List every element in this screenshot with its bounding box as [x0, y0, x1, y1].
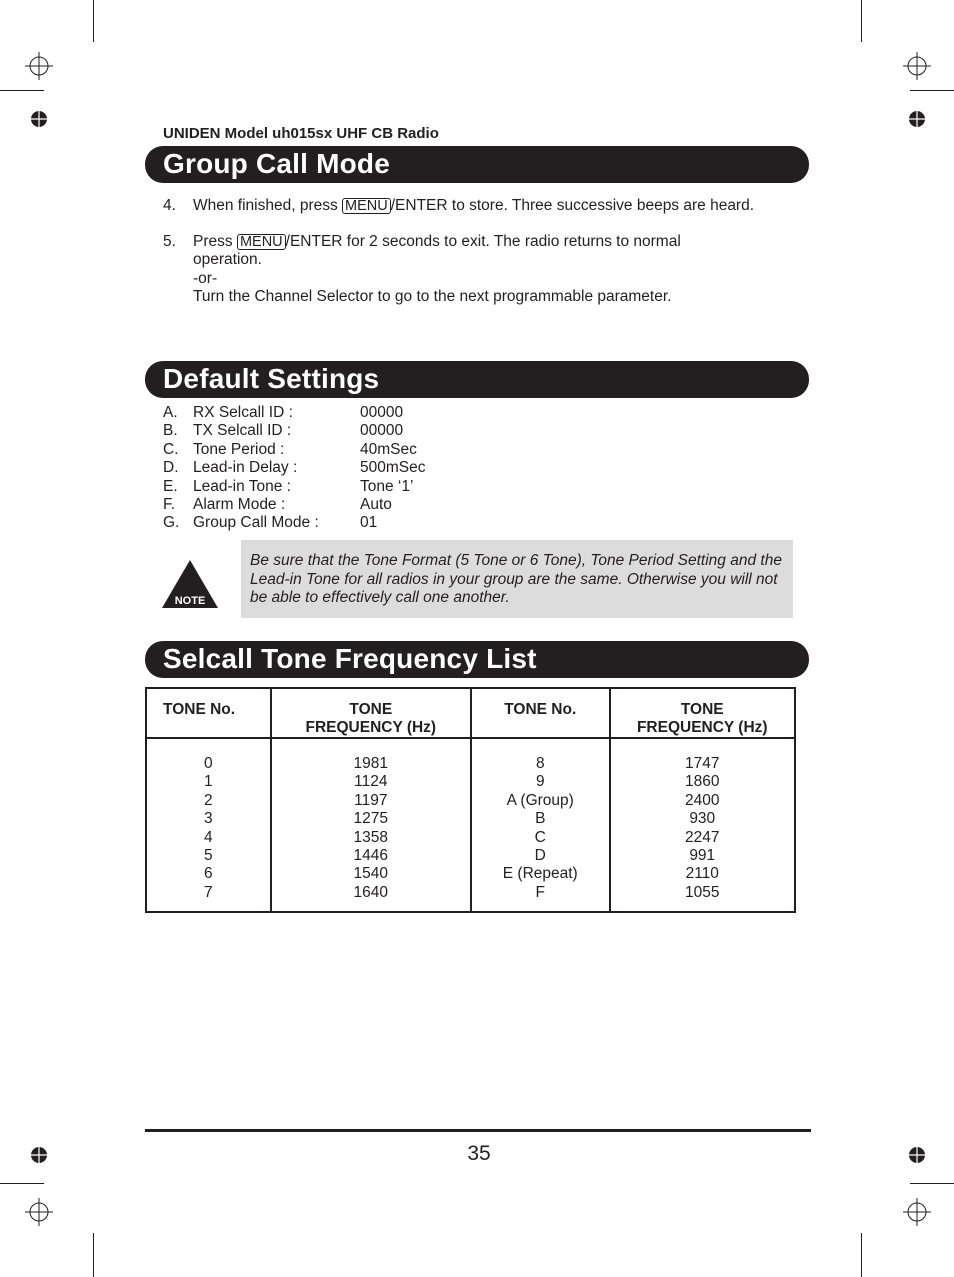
crop-mark	[93, 1233, 94, 1277]
setting-label: Tone Period :	[193, 440, 285, 458]
table-cell-value: C	[534, 828, 546, 846]
step-number: 5.	[163, 233, 176, 250]
table-cell-value: 1540	[353, 865, 389, 883]
setting-value: 00000	[360, 422, 404, 440]
setting-letter: B.	[163, 422, 178, 440]
setting-value: 01	[360, 514, 378, 532]
table-cell-value: 1197	[354, 791, 388, 809]
registration-crosshair-icon	[903, 1198, 931, 1226]
menu-key-label: MENU	[237, 234, 286, 250]
setting-label: RX Selcall ID :	[193, 404, 293, 421]
setting-letter: G.	[163, 514, 180, 532]
table-cell-value: 1446	[353, 847, 389, 865]
setting-letter: E.	[163, 477, 178, 495]
table-cell-value: 0	[203, 755, 213, 772]
setting-label: Lead-in Tone :	[193, 477, 291, 495]
section-title: Group Call Mode	[163, 148, 390, 179]
table-cell-value: 2400	[685, 791, 720, 809]
table-cell-value: F	[535, 883, 545, 901]
table-cell-value: 1275	[353, 810, 389, 828]
table-cell-value: 1981	[353, 755, 389, 772]
setting-label: Group Call Mode :	[193, 514, 319, 532]
crop-mark	[861, 0, 862, 42]
column-header-text: FREQUENCY (Hz)	[636, 719, 768, 736]
section-bar-group-call	[145, 146, 809, 183]
step-number: 4.	[163, 197, 176, 214]
note-text: Be sure that the Tone Format (5 Tone or 6 Tone), Tone Period Setting and the Lead-in Tone for all radios in your group are the same. Otherwise you will not be able to effectively call one another.	[250, 552, 782, 606]
step-text: /ENTER to store. Three successive beeps are heard.	[390, 197, 755, 214]
registration-dot-icon	[30, 1146, 48, 1164]
tone-frequency-column	[271, 738, 471, 912]
table-row	[146, 738, 795, 912]
table-cell-value: 1640	[353, 883, 389, 901]
column-header-text: FREQUENCY (Hz)	[305, 719, 437, 736]
table-cell-value: 930	[689, 810, 716, 828]
table-cell-value: 4	[203, 828, 213, 846]
note-warning-icon	[160, 558, 220, 610]
section-title: Selcall Tone Frequency List	[163, 643, 537, 674]
step-5-text	[193, 233, 681, 251]
setting-letter: A.	[163, 404, 178, 421]
setting-value: Tone ‘1’	[360, 477, 414, 495]
table-cell-value: E (Repeat)	[502, 865, 578, 883]
page-number: 35	[467, 1142, 491, 1165]
setting-value: 500mSec	[360, 459, 426, 477]
table-header-row	[146, 688, 795, 738]
table-cell-value: 7	[203, 883, 213, 901]
step-4-text	[193, 197, 754, 215]
table-cell-value: 2110	[685, 865, 719, 883]
column-header-text: TONE No.	[163, 701, 236, 718]
setting-value: 00000	[360, 404, 404, 421]
column-header	[146, 688, 271, 738]
crop-mark	[0, 1183, 44, 1184]
registration-dot-icon	[908, 110, 926, 128]
step-text: operation.	[193, 251, 262, 268]
crop-mark	[861, 1233, 862, 1277]
model-title: UNIDEN Model uh015sx UHF CB Radio	[163, 125, 439, 142]
column-header	[271, 688, 471, 738]
column-header-text: TONE	[349, 701, 393, 718]
table-cell-value: 1055	[685, 883, 720, 901]
column-header	[610, 688, 795, 738]
table-cell-value: 1124	[354, 773, 388, 791]
table-cell-value: 1358	[353, 828, 389, 846]
setting-label: TX Selcall ID :	[193, 422, 292, 440]
table-cell-value: 6	[203, 865, 213, 883]
table-cell-value: 8	[535, 755, 545, 772]
table-cell-value: 1747	[685, 755, 720, 772]
tone-number-column	[471, 738, 610, 912]
section-bar-selcall	[145, 641, 809, 678]
note-label: NOTE	[174, 595, 206, 607]
tone-frequency-column	[610, 738, 795, 912]
table-cell-value: B	[535, 810, 546, 828]
table-cell-value: 991	[689, 847, 716, 865]
column-header-text: TONE No.	[504, 701, 577, 718]
crop-mark	[93, 0, 94, 42]
registration-dot-icon	[30, 110, 48, 128]
table-cell-value: 1	[203, 773, 213, 791]
menu-key-label: MENU	[342, 198, 391, 214]
tone-number-column	[146, 738, 271, 912]
setting-letter: F.	[163, 496, 176, 513]
registration-crosshair-icon	[25, 1198, 53, 1226]
tone-frequency-table	[145, 687, 796, 913]
crop-mark	[0, 90, 44, 91]
registration-crosshair-icon	[903, 52, 931, 80]
setting-value: Auto	[360, 496, 392, 513]
table-cell-value: 1860	[685, 773, 720, 791]
setting-value: 40mSec	[360, 440, 417, 458]
setting-letter: C.	[163, 440, 179, 458]
step-text: /ENTER for 2 seconds to exit. The radio returns to normal	[285, 233, 681, 250]
registration-crosshair-icon	[25, 52, 53, 80]
table-cell-value: A (Group)	[506, 791, 574, 809]
step-text: Turn the Channel Selector to go to the next programmable parameter.	[193, 288, 672, 305]
crop-mark	[910, 1183, 954, 1184]
column-header	[471, 688, 610, 738]
table-cell-value: D	[534, 847, 546, 865]
setting-letter: D.	[163, 459, 179, 477]
section-bar-default-settings	[145, 361, 809, 398]
step-text: -or-	[193, 270, 218, 287]
step-text: When finished, press	[193, 197, 343, 214]
table-cell-value: 2	[203, 791, 213, 809]
crop-mark	[910, 90, 954, 91]
table-cell-value: 3	[203, 810, 213, 828]
footer-rule	[145, 1129, 811, 1132]
registration-dot-icon	[908, 1146, 926, 1164]
column-header-text: TONE	[680, 701, 724, 718]
table-cell-value: 5	[203, 847, 213, 865]
table-cell-value: 9	[535, 773, 545, 791]
section-title: Default Settings	[163, 363, 380, 394]
setting-label: Lead-in Delay :	[193, 459, 298, 477]
step-text: Press	[193, 233, 237, 250]
setting-label: Alarm Mode :	[193, 496, 286, 513]
note-box	[241, 540, 793, 618]
table-cell-value: 2247	[685, 828, 720, 846]
